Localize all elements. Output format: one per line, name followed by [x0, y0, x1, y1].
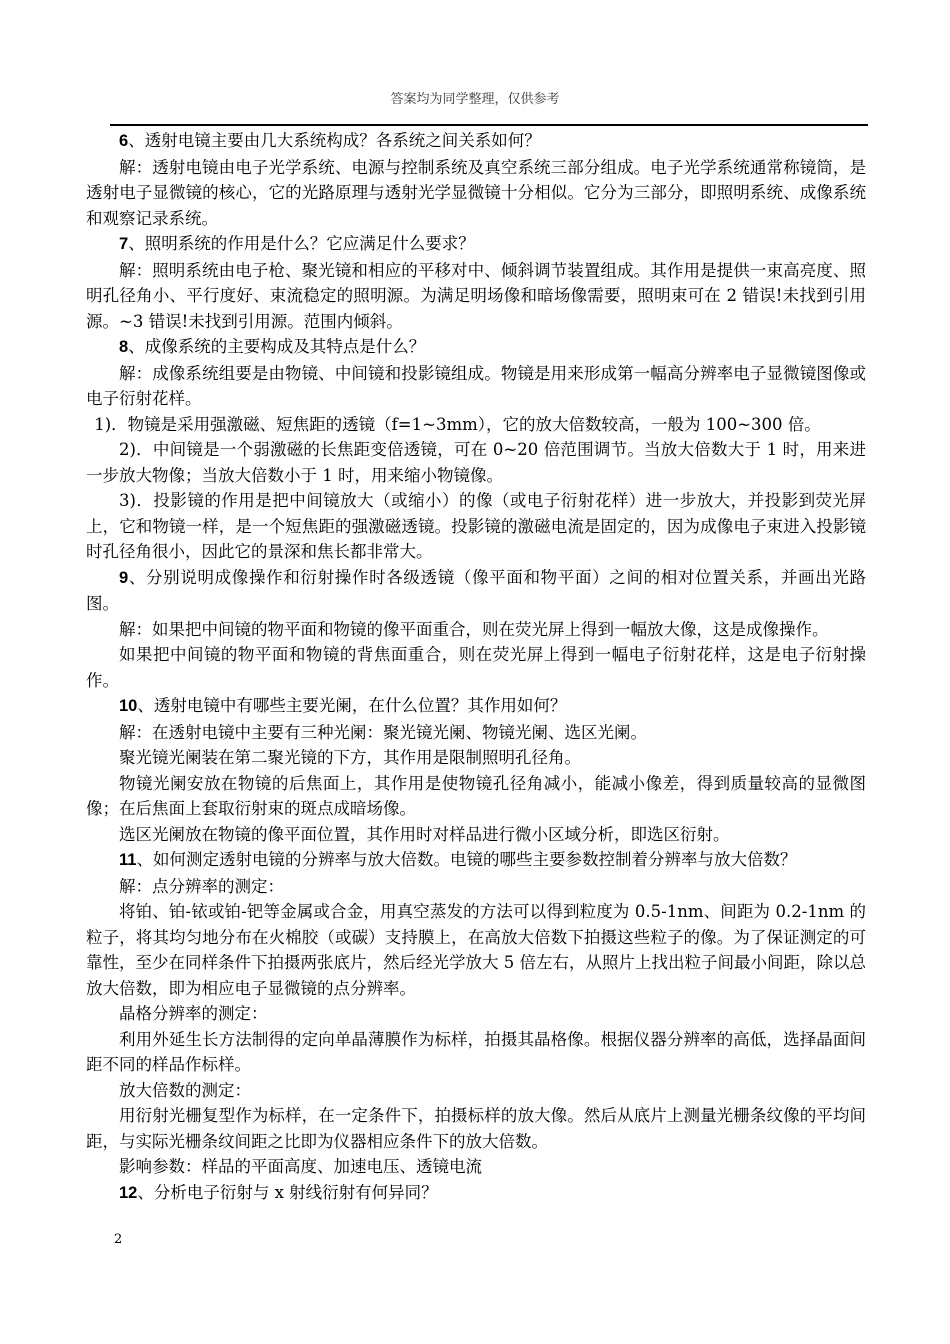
answer-paragraph: 将铂、铂-铱或铂-钯等金属或合金，用真空蒸发的方法可以得到粒度为 0.5-1nm、间距为 0.2-1nm 的粒子，将其均匀地分布在火棉胶（或碳）支持膜上，在高放大倍数下拍摄这些粒子的像。为了保证测定的可靠性，至少在同样条件下拍摄两张底片，然后经光学放大 5 倍左右，从照片上找出粒子间最小间距，除以总放大倍数，即为相应电子显微镜的点分辨率。 [86, 902, 866, 998]
question-heading [86, 334, 866, 361]
page-header: 答案均为同学整理，仅供参考 [390, 92, 560, 107]
answer-paragraph: 聚光镜光阑装在第二聚光镜的下方，其作用是限制照明孔径角。 [119, 748, 581, 767]
question-heading [86, 231, 866, 258]
answer-paragraph: 3)．投影镜的作用是把中间镜放大（或缩小）的像（或电子衍射花样）进一步放大，并投影到荧光屏上，它和物镜一样，是一个短焦距的强激磁透镜。投影镜的激磁电流是固定的，因为成像电子束进入投影镜时孔径角很小，因此它的景深和焦长都非常大。 [86, 491, 866, 561]
question-heading [86, 847, 866, 874]
question-number: 12 [119, 1183, 138, 1202]
question-text: 、成像系统的主要构成及其特点是什么？ [128, 337, 426, 356]
header-rule [110, 124, 868, 126]
question-number: 10 [119, 697, 138, 715]
question-text: 、照明系统的作用是什么？它应满足什么要求？ [128, 234, 475, 253]
answer-paragraph: 如果把中间镜的物平面和物镜的背焦面重合，则在荧光屏上得到一幅电子衍射花样，这是电子衍射操作。 [86, 645, 866, 690]
answer-paragraph: 利用外延生长方法制得的定向单晶薄膜作为标样，拍摄其晶格像。根据仪器分辨率的高低，选择晶面间距不同的样品作标样。 [86, 1029, 866, 1074]
answer-paragraph: 解：透射电镜由电子光学系统、电源与控制系统及真空系统三部分组成。电子光学系统通常称镜筒，是透射电子显微镜的核心，它的光路原理与透射光学显微镜十分相似。它分为三部分，即照明系统、成像系统和观察记录系统。 [86, 157, 866, 228]
question-number: 6 [119, 132, 129, 150]
question-number: 7 [119, 235, 129, 253]
question-heading [86, 565, 866, 617]
document-body [86, 128, 866, 1206]
answer-paragraph: 选区光阑放在物镜的像平面位置，其作用时对样品进行微小区域分析，即选区衍射。 [119, 824, 730, 844]
question-number: 8 [119, 338, 129, 356]
answer-paragraph: 解：如果把中间镜的物平面和物镜的像平面重合，则在荧光屏上得到一幅放大像，这是成像操作。 [119, 619, 829, 639]
answer-paragraph: 解：点分辨率的测定： [119, 876, 284, 896]
list-item: 1)．物镜是采用强激磁、短焦距的透镜（f=1~3mm），它的放大倍数较高，一般为 100~300 倍。 [94, 414, 821, 434]
question-heading [86, 693, 866, 720]
answer-paragraph: 用衍射光栅复型作为标样，在一定条件下，拍摄标样的放大像。然后从底片上测量光栅条纹像的平均间距，与实际光栅条纹间距之比即为仪器相应条件下的放大倍数。 [86, 1106, 866, 1151]
answer-paragraph: 影响参数：样品的平面高度、加速电压、透镜电流 [119, 1157, 482, 1176]
question-text: 、分别说明成像操作和衍射操作时各级透镜（像平面和物平面）之间的相对位置关系，并画出光路图。 [86, 567, 866, 613]
question-text: 、透射电镜中有哪些主要光阑，在什么位置？其作用如何？ [137, 696, 567, 715]
question-heading [86, 128, 866, 155]
question-text: 、分析电子衍射与 x 射线衍射有何异同？ [137, 1182, 438, 1202]
answer-paragraph: 晶格分辨率的测定： [119, 1004, 268, 1023]
answer-paragraph: 物镜光阑安放在物镜的后焦面上，其作用是使物镜孔径角减小，能减小像差，得到质量较高的显微图像；在后焦面上套取衍射束的斑点成暗场像。 [86, 773, 866, 818]
question-number: 11 [119, 851, 137, 869]
answer-paragraph: 解：在透射电镜中主要有三种光阑：聚光镜光阑、物镜光阑、选区光阑。 [119, 722, 647, 742]
answer-paragraph: 解：照明系统由电子枪、聚光镜和相应的平移对中、倾斜调节装置组成。其作用是提供一束高亮度、照明孔径角小、平行度好、束流稳定的照明源。为满足明场像和暗场像需要，照明束可在 2 错误!未找到引用源。~3 错误!未找到引用源。范围内倾斜。 [86, 260, 866, 331]
question-text: 、透射电镜主要由几大系统构成？各系统之间关系如何？ [128, 131, 541, 150]
question-heading [86, 1180, 866, 1207]
page-number: 2 [114, 1232, 123, 1247]
answer-paragraph: 2)．中间镜是一个弱激磁的长焦距变倍透镜，可在 0~20 倍范围调节。当放大倍数大于 1 时，用来进一步放大物像；当放大倍数小于 1 时，用来缩小物镜像。 [86, 440, 866, 485]
answer-paragraph: 放大倍数的测定： [119, 1080, 251, 1100]
question-number: 9 [119, 568, 129, 587]
question-text: 、如何测定透射电镜的分辨率与放大倍数。电镜的哪些主要参数控制着分辨率与放大倍数？ [136, 850, 797, 869]
answer-paragraph: 解：成像系统组要是由物镜、中间镜和投影镜组成。物镜是用来形成第一幅高分辨率电子显微镜图像或电子衍射花样。 [86, 363, 866, 408]
